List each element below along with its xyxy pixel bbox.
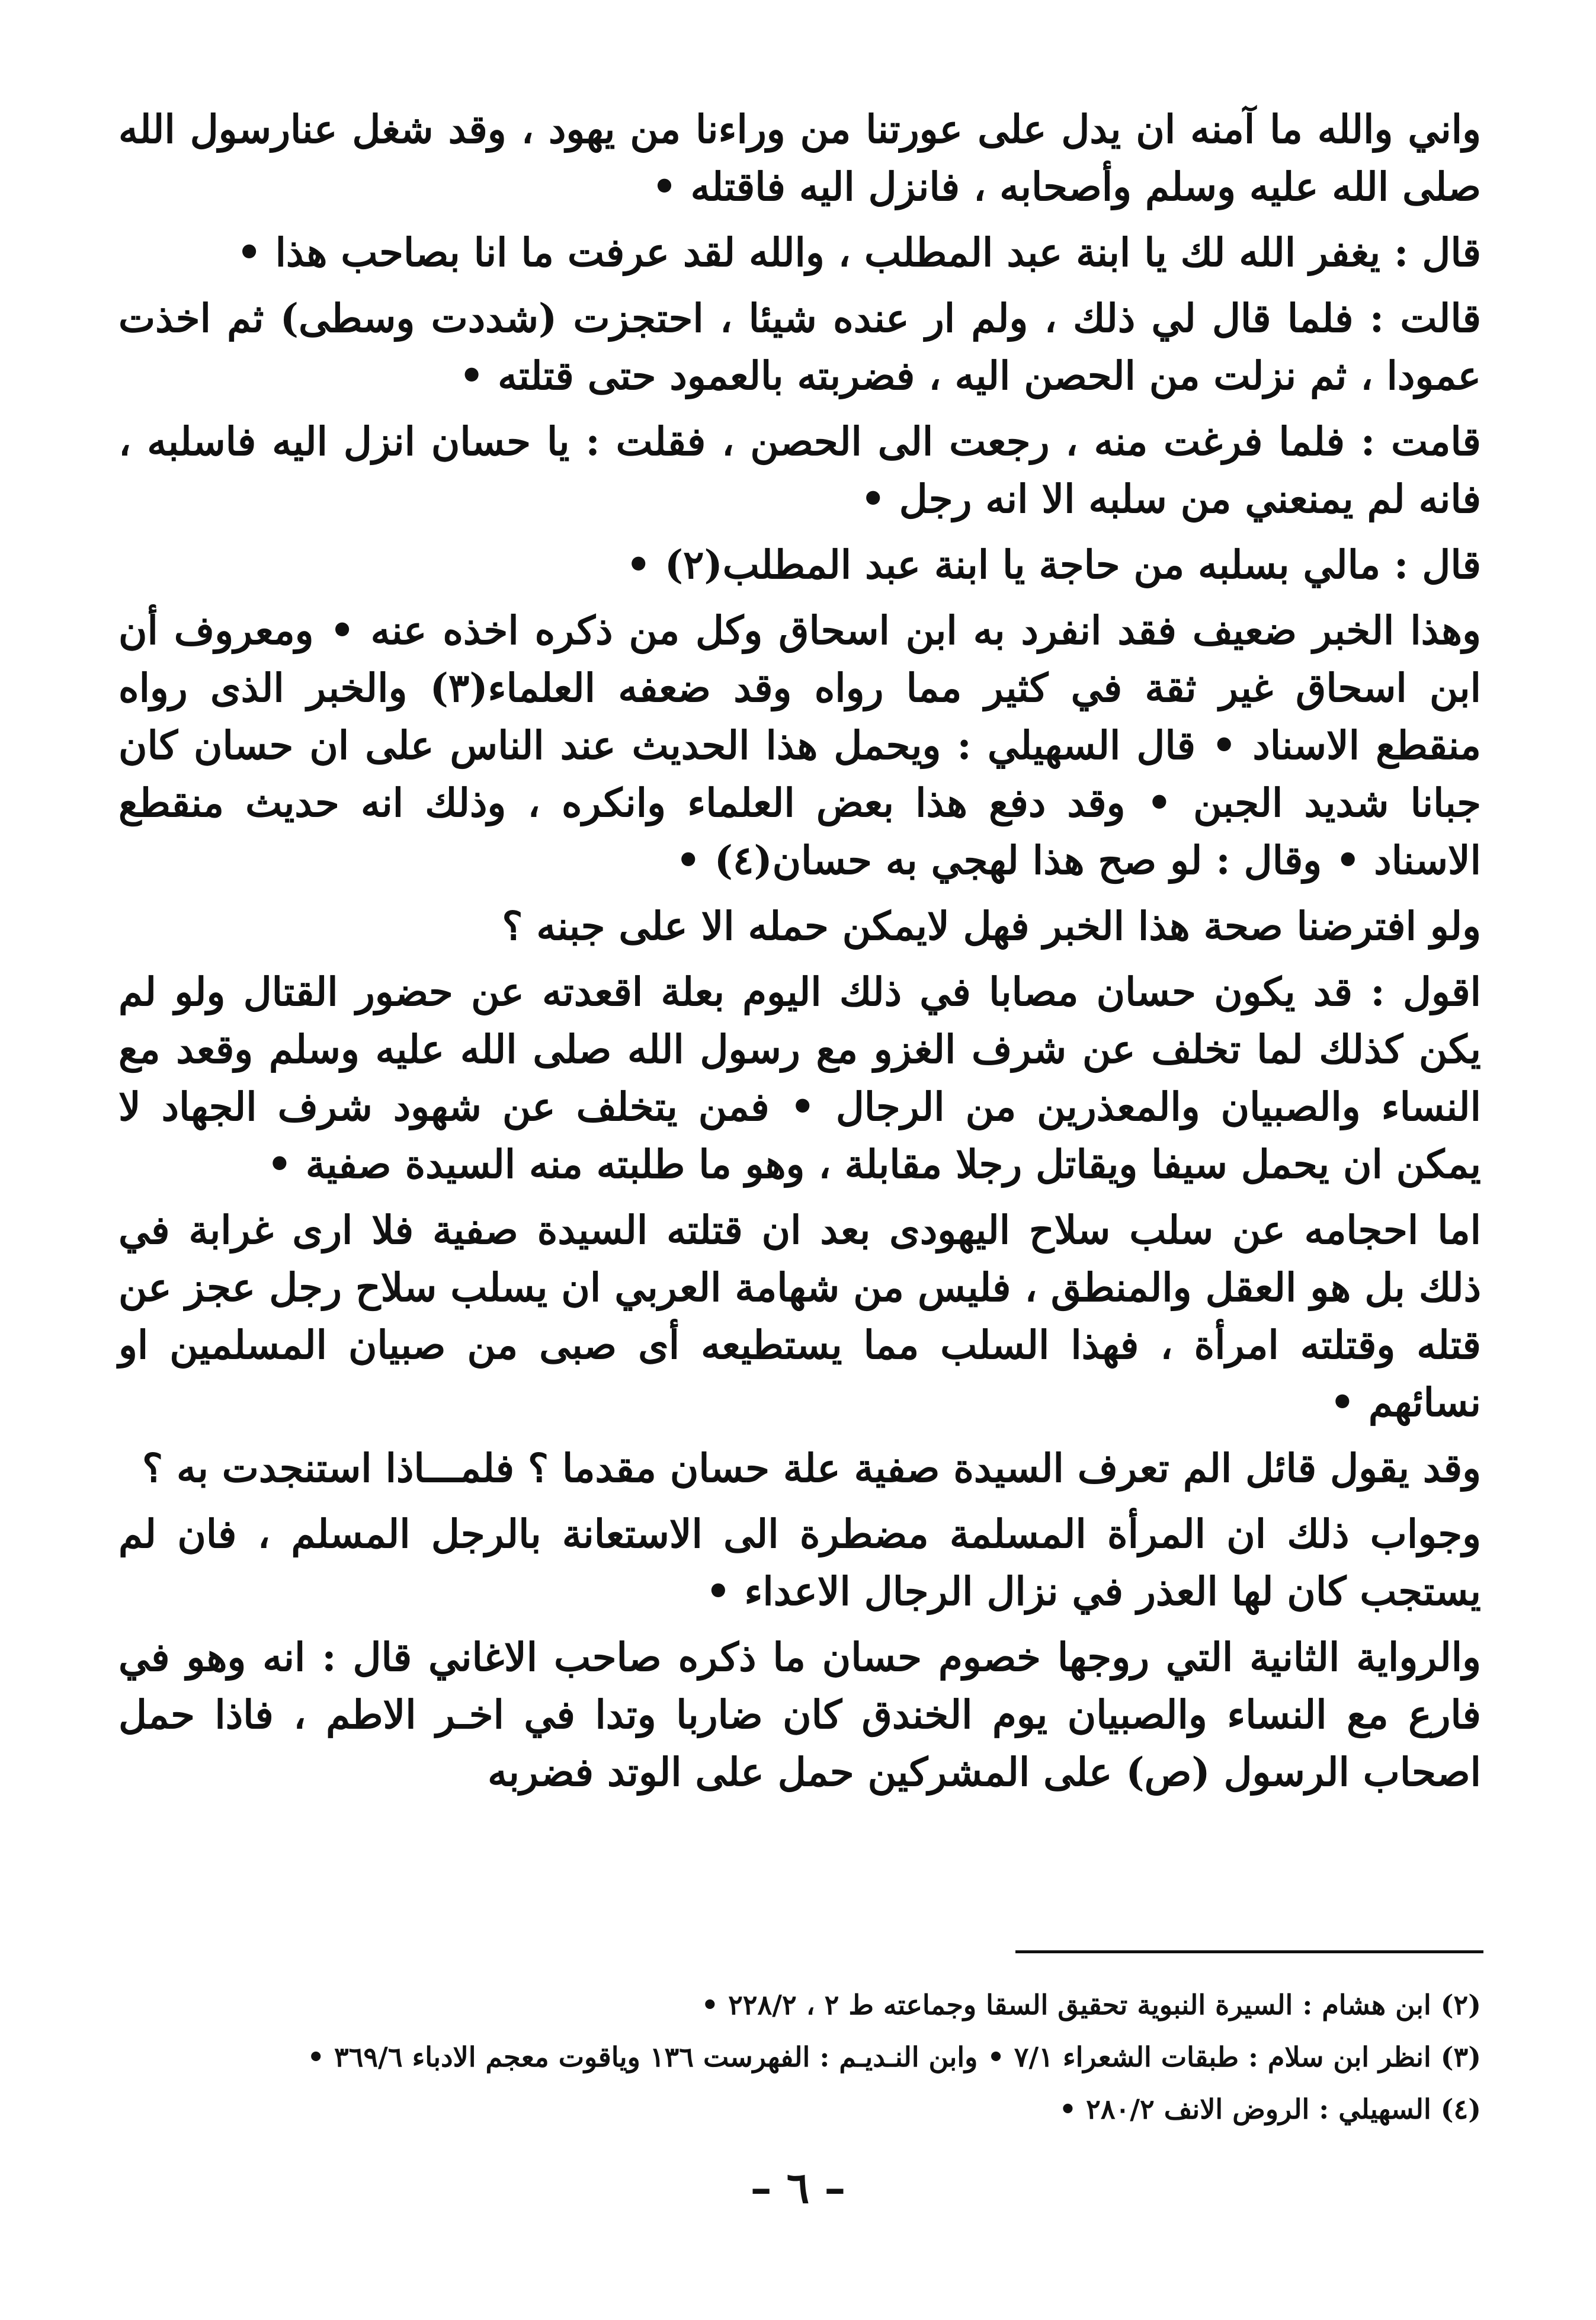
paragraph: ولو افترضنا صحة هذا الخبر فهل لايمكن حمله الا على جبنه ؟ [502, 903, 1481, 949]
page-number: – ٦ – [750, 2162, 846, 2213]
footnote-divider [1015, 1950, 1483, 1953]
paragraph: اما احجامه عن سلب سلاح اليهودى بعد ان قتلته السيدة صفية فلا ارى غرابة في ذلك بل هو العقل والمنطق ، فليس من شهامة العربي ان يسلب سلاح رجل عجز عن قتله وقتلته امرأة ، فهذا السلب مما يستطيعه أى صبى من صبيان المسلمين او نسائهم • [118, 1207, 1481, 1425]
footnote: (٣) انظر ابن سلام : طبقات الشعراء ٧/١ • وابن النـديـم : الفهرست ١٣٦ وياقوت معجم الادباء ٣٦٩/٦ • [307, 2041, 1481, 2073]
paragraph: والرواية الثانية التي روجها خصوم حسان ما ذكره صاحب الاغاني قال : انه وهو في فارع مع النساء والصبيان يوم الخندق كان ضاربا وتدا في اخـر الاطم ، فاذا حمل اصحاب الرسول (ص) على المشركين حمل على الوتد فضربه [118, 1634, 1481, 1795]
paragraph: وهذا الخبر ضعيف فقد انفرد به ابن اسحاق وكل من ذكره اخذه عنه • ومعروف أن ابن اسحاق غير ثقة في كثير مما رواه وقد ضعفه العلماء(٣) والخبر الذى رواه منقطع الاسناد • قال السهيلي : ويحمل هذا الحديث عند الناس على ان حسان كان جبانا شديد الجبن • وقد دفع هذا بعض العلماء وانكره ، وذلك انه حديث منقطع الاسناد • وقال : لو صح هذا لهجي به حسان(٤) • [118, 607, 1481, 883]
paragraph: قامت : فلما فرغت منه ، رجعت الى الحصن ، فقلت : يا حسان انزل اليه فاسلبه ، فانه لم يمنعني من سلبه الا انه رجل • [118, 418, 1481, 522]
paragraph: واني والله ما آمنه ان يدل على عورتنا من وراءنا من يهود ، وقد شغل عنارسول الله صلى الله عليه وسلم وأصحابه ، فانزل اليه فاقتله • [118, 106, 1481, 210]
footnote: (٢) ابن هشام : السيرة النبوية تحقيق السقا وجماعته ط ٢ ، ٢٢٨/٢ • [701, 1989, 1481, 2021]
paragraph: قال : مالي بسلبه من حاجة يا ابنة عبد المطلب(٢) • [626, 541, 1481, 588]
main-text [118, 101, 1481, 1809]
paragraph: قال : يغفر الله لك يا ابنة عبد المطلب ، والله لقد عرفت ما انا بصاحب هذا • [236, 229, 1481, 275]
paragraph: قالت : فلما قال لي ذلك ، ولم ار عنده شيئا ، احتجزت (شددت وسطى) ثم اخذت عمودا ، ثم نزلت من الحصن اليه ، فضربته بالعمود حتى قتلته • [118, 295, 1481, 399]
footnote: (٤) السهيلي : الروض الانف ٢٨٠/٢ • [1059, 2093, 1481, 2125]
footnotes [118, 1979, 1481, 2135]
paragraph: وقد يقول قائل الم تعرف السيدة صفية علة حسان مقدما ؟ فلمـــاذا استنجدت به ؟ [142, 1445, 1481, 1491]
paragraph: وجواب ذلك ان المرأة المسلمة مضطرة الى الاستعانة بالرجل المسلم ، فان لم يستجب كان لها العذر في نزال الرجال الاعداء • [118, 1511, 1481, 1614]
paragraph: اقول : قد يكون حسان مصابا في ذلك اليوم بعلة اقعدته عن حضور القتال ولو لم يكن كذلك لما تخلف عن شرف الغزو مع رسول الله صلى الله عليه وسلم وقعد مع النساء والصبيان والمعذرين من الرجال • فمن يتخلف عن شهود شرف الجهاد لا يمكن ان يحمل سيفا ويقاتل رجلا مقابلة ، وهو ما طلبته منه السيدة صفية • [118, 969, 1481, 1187]
